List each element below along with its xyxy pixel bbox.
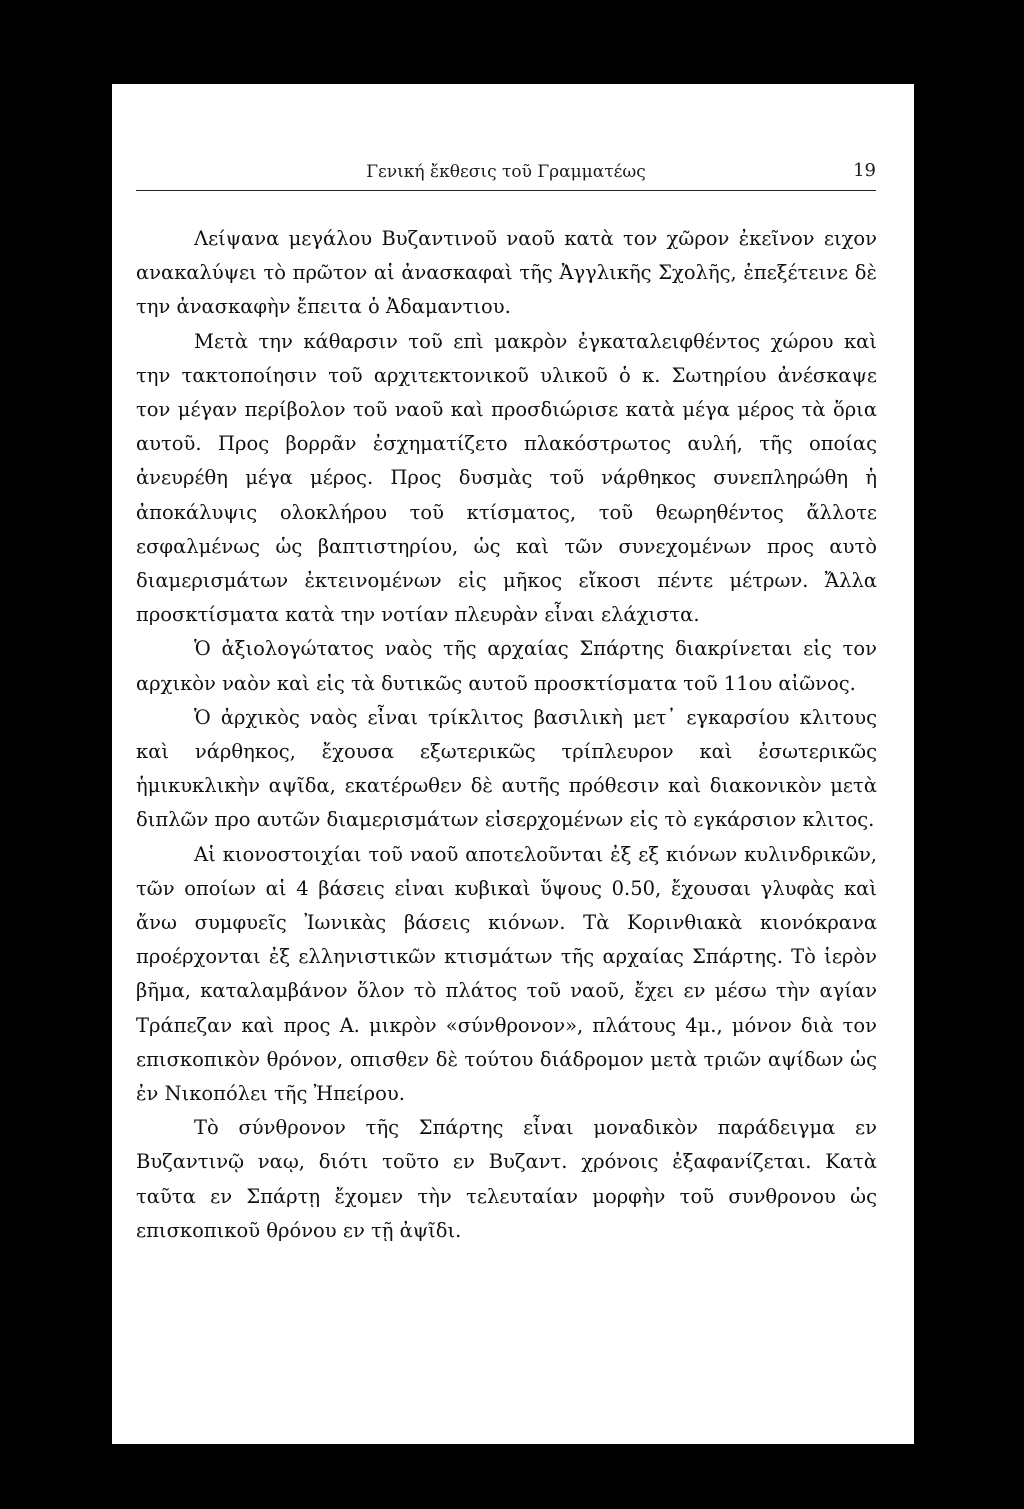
paragraph-excavation: Μετὰ την κάθαρσιν τοῦ επὶ μακρὸν ἐγκαταλειφθέντος χώρου καὶ την τακτοποίησιν τοῦ αρχιτεκτονικοῦ υλικοῦ ὁ κ. Σωτηρίου ἀνέσκαψε τον μέγαν περίβολον τοῦ ναοῦ καὶ προσδιώρισε κατὰ μέγα μέρος τὰ ὅρια αυτοῦ. Προς βορρᾶν ἐσχηματίζετο πλακόστρωτος αυλή, τῆς οποίας ἀνευρέθη μέγα μέρος. Προς δυσμὰς τοῦ νάρθηκος συνεπληρώθη ἡ ἀποκάλυψις ολοκλήρου τοῦ κτίσματος, τοῦ θεωρηθέντος ἄλλοτε εσφαλμένως ὡς βαπτιστηρίου, ὡς καὶ τῶν συνεχομένων προς αυτὸ διαμερισμάτων ἐκτεινομένων εἰς μῆκος εἴκοσι πέντε μέτρων. Ἄλλα προσκτίσματα κατὰ την νοτίαν πλευρὰν εἶναι ελάχιστα. xyxy=(136,329,877,627)
body-text xyxy=(136,222,877,1248)
paragraph-church-division: Ὁ ἀξιολογώτατος ναὸς τῆς αρχαίας Σπάρτης διακρίνεται εἰς τον αρχικὸν ναὸν καὶ εἰς τὰ δυτικῶς αυτοῦ προσκτίσματα τοῦ 11ου αἰῶνος. xyxy=(136,637,877,695)
header-rule xyxy=(136,190,876,191)
printed-page xyxy=(112,84,914,1444)
paragraph-basilica: Ὁ ἀρχικὸς ναὸς εἶναι τρίκλιτος βασιλικὴ μετ᾽ εγκαρσίου κλιτους καὶ νάρθηκος, ἔχουσα εξωτερικῶς τρίπλευρον καὶ ἐσωτερικῶς ἡμικυκλικὴν αψῖδα, εκατέρωθεν δὲ αυτῆς πρόθεσιν καὶ διακονικὸν μετὰ διπλῶν προ αυτῶν διαμερισμάτων εἰσερχομένων εἰς τὸ εγκάρσιον κλιτος. xyxy=(136,705,877,832)
paragraph-synthronon: Τὸ σύνθρονον τῆς Σπάρτης εἶναι μοναδικὸν παράδειγμα εν Βυζαντινῷ ναῳ, διότι τοῦτο εν Βυζαντ. χρόνοις ἐξαφανίζεται. Κατὰ ταῦτα εν Σπάρτῃ ἔχομεν τὴν τελευταίαν μορφὴν τοῦ συνθρονου ὡς επισκοπικοῦ θρόνου εν τῇ ἀψῖδι. xyxy=(136,1116,877,1242)
running-header xyxy=(136,160,876,190)
paragraph-remains: Λείψανα μεγάλου Βυζαντινοῦ ναοῦ κατὰ τον χῶρον ἐκεῖνον ειχον ανακαλύψει τὸ πρῶτον αἱ ἀνασκαφαὶ τῆς Ἀγγλικῆς Σχολῆς, ἐπεξέτεινε δὲ την ἀνασκαφὴν ἔπειτα ὁ Ἀδαμαντιου. xyxy=(136,227,877,319)
paragraph-colonnades: Αἱ κιονοστοιχίαι τοῦ ναοῦ αποτελοῦνται ἐξ εξ κιόνων κυλινδρικῶν, τῶν οποίων αἱ 4 βάσεις εἰναι κυβικαὶ ὕψους 0.50, ἔχουσαι γλυφὰς καὶ ἄνω συμφυεῖς Ἰωνικὰς βάσεις κιόνων. Τὰ Κορινθιακὰ κιονόκρανα προέρχονται ἐξ ελληνιστικῶν κτισμάτων τῆς αρχαίας Σπάρτης. Τὸ ἱερὸν βῆμα, καταλαμβάνον ὅλον τὸ πλάτος τοῦ ναοῦ, ἔχει εν μέσω τὴν αγίαν Τράπεζαν καὶ προς Α. μικρὸν «σύνθρονον», πλάτους 4μ., μόνον διὰ τον επισκοπικὸν θρόνον, οπισθεν δὲ τούτου διάδρομον μετὰ τριῶν αψίδων ὡς ἐν Νικοπόλει τῆς Ἠπείρου. xyxy=(136,842,877,1106)
page-number: 19 xyxy=(853,160,876,181)
running-title: Γενική ἔκθεσις τοῦ Γραμματέως xyxy=(366,162,646,182)
